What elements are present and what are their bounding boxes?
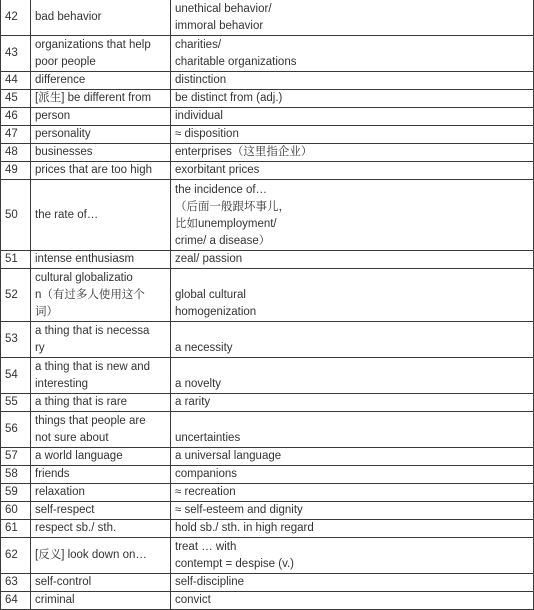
- row-number: 53: [1, 322, 31, 358]
- row-number: 59: [1, 484, 31, 502]
- plain-phrase: organizations that help poor people: [31, 36, 171, 72]
- row-number: 46: [1, 108, 31, 126]
- table-row: [1, 502, 534, 520]
- advanced-expression: individual: [171, 108, 534, 126]
- table-row: [1, 162, 534, 180]
- advanced-expression: a novelty: [171, 358, 534, 394]
- plain-phrase: self-respect: [31, 502, 171, 520]
- plain-phrase: intense enthusiasm: [31, 251, 171, 269]
- table-row: [1, 269, 534, 322]
- plain-phrase: [派生] be different from: [31, 90, 171, 108]
- plain-phrase: businesses: [31, 144, 171, 162]
- row-number: 43: [1, 36, 31, 72]
- row-number: 61: [1, 520, 31, 538]
- table-row: [1, 466, 534, 484]
- plain-phrase: self-control: [31, 574, 171, 592]
- table-row: [1, 538, 534, 574]
- plain-phrase: things that people are not sure about: [31, 412, 171, 448]
- plain-phrase: prices that are too high: [31, 162, 171, 180]
- row-number: 54: [1, 358, 31, 394]
- advanced-expression: unethical behavior/ immoral behavior: [171, 0, 534, 36]
- plain-phrase: friends: [31, 466, 171, 484]
- row-number: 45: [1, 90, 31, 108]
- table-row: [1, 574, 534, 592]
- row-number: 60: [1, 502, 31, 520]
- advanced-expression: ≈ disposition: [171, 126, 534, 144]
- advanced-expression: a necessity: [171, 322, 534, 358]
- row-number: 56: [1, 412, 31, 448]
- row-number: 57: [1, 448, 31, 466]
- row-number: 64: [1, 592, 31, 610]
- table-row: [1, 448, 534, 466]
- table-row: [1, 520, 534, 538]
- advanced-expression: hold sb./ sth. in high regard: [171, 520, 534, 538]
- row-number: 50: [1, 180, 31, 251]
- plain-phrase: cultural globalizatio n（有过多人使用这个 词）: [31, 269, 171, 322]
- table-row: [1, 0, 534, 36]
- advanced-expression: ≈ recreation: [171, 484, 534, 502]
- plain-phrase: bad behavior: [31, 0, 171, 36]
- advanced-expression: self-discipline: [171, 574, 534, 592]
- plain-phrase: [反义] look down on…: [31, 538, 171, 574]
- advanced-expression: be distinct from (adj.): [171, 90, 534, 108]
- table-row: [1, 90, 534, 108]
- advanced-expression: global cultural homogenization: [171, 269, 534, 322]
- advanced-expression: the incidence of… （后面一般跟坏事儿， 比如unemployment/ crime/ a disease）: [171, 180, 534, 251]
- row-number: 48: [1, 144, 31, 162]
- plain-phrase: relaxation: [31, 484, 171, 502]
- advanced-expression: treat … with contempt = despise (v.): [171, 538, 534, 574]
- plain-phrase: a thing that is necessa ry: [31, 322, 171, 358]
- plain-phrase: respect sb./ sth.: [31, 520, 171, 538]
- table-row: [1, 592, 534, 610]
- table-row: [1, 358, 534, 394]
- row-number: 63: [1, 574, 31, 592]
- advanced-expression: companions: [171, 466, 534, 484]
- advanced-expression: charities/ charitable organizations: [171, 36, 534, 72]
- row-number: 44: [1, 72, 31, 90]
- plain-phrase: criminal: [31, 592, 171, 610]
- table-row: [1, 322, 534, 358]
- row-number: 42: [1, 0, 31, 36]
- advanced-expression: exorbitant prices: [171, 162, 534, 180]
- advanced-expression: convict: [171, 592, 534, 610]
- table-row: [1, 484, 534, 502]
- row-number: 52: [1, 269, 31, 322]
- row-number: 58: [1, 466, 31, 484]
- advanced-expression: zeal/ passion: [171, 251, 534, 269]
- row-number: 47: [1, 126, 31, 144]
- plain-phrase: person: [31, 108, 171, 126]
- advanced-expression: ≈ self-esteem and dignity: [171, 502, 534, 520]
- table-row: [1, 251, 534, 269]
- advanced-expression: distinction: [171, 72, 534, 90]
- table-row: [1, 180, 534, 251]
- table-row: [1, 36, 534, 72]
- advanced-expression: a rarity: [171, 394, 534, 412]
- plain-phrase: a world language: [31, 448, 171, 466]
- table-row: [1, 412, 534, 448]
- row-number: 55: [1, 394, 31, 412]
- advanced-expression: enterprises（这里指企业）: [171, 144, 534, 162]
- table-row: [1, 72, 534, 90]
- row-number: 49: [1, 162, 31, 180]
- table-row: [1, 394, 534, 412]
- plain-phrase: the rate of…: [31, 180, 171, 251]
- advanced-expression: uncertainties: [171, 412, 534, 448]
- vocabulary-table-body: [1, 0, 534, 610]
- row-number: 51: [1, 251, 31, 269]
- advanced-expression: a universal language: [171, 448, 534, 466]
- table-row: [1, 126, 534, 144]
- plain-phrase: a thing that is rare: [31, 394, 171, 412]
- table-row: [1, 144, 534, 162]
- plain-phrase: personality: [31, 126, 171, 144]
- table-row: [1, 108, 534, 126]
- row-number: 62: [1, 538, 31, 574]
- plain-phrase: a thing that is new and interesting: [31, 358, 171, 394]
- plain-phrase: difference: [31, 72, 171, 90]
